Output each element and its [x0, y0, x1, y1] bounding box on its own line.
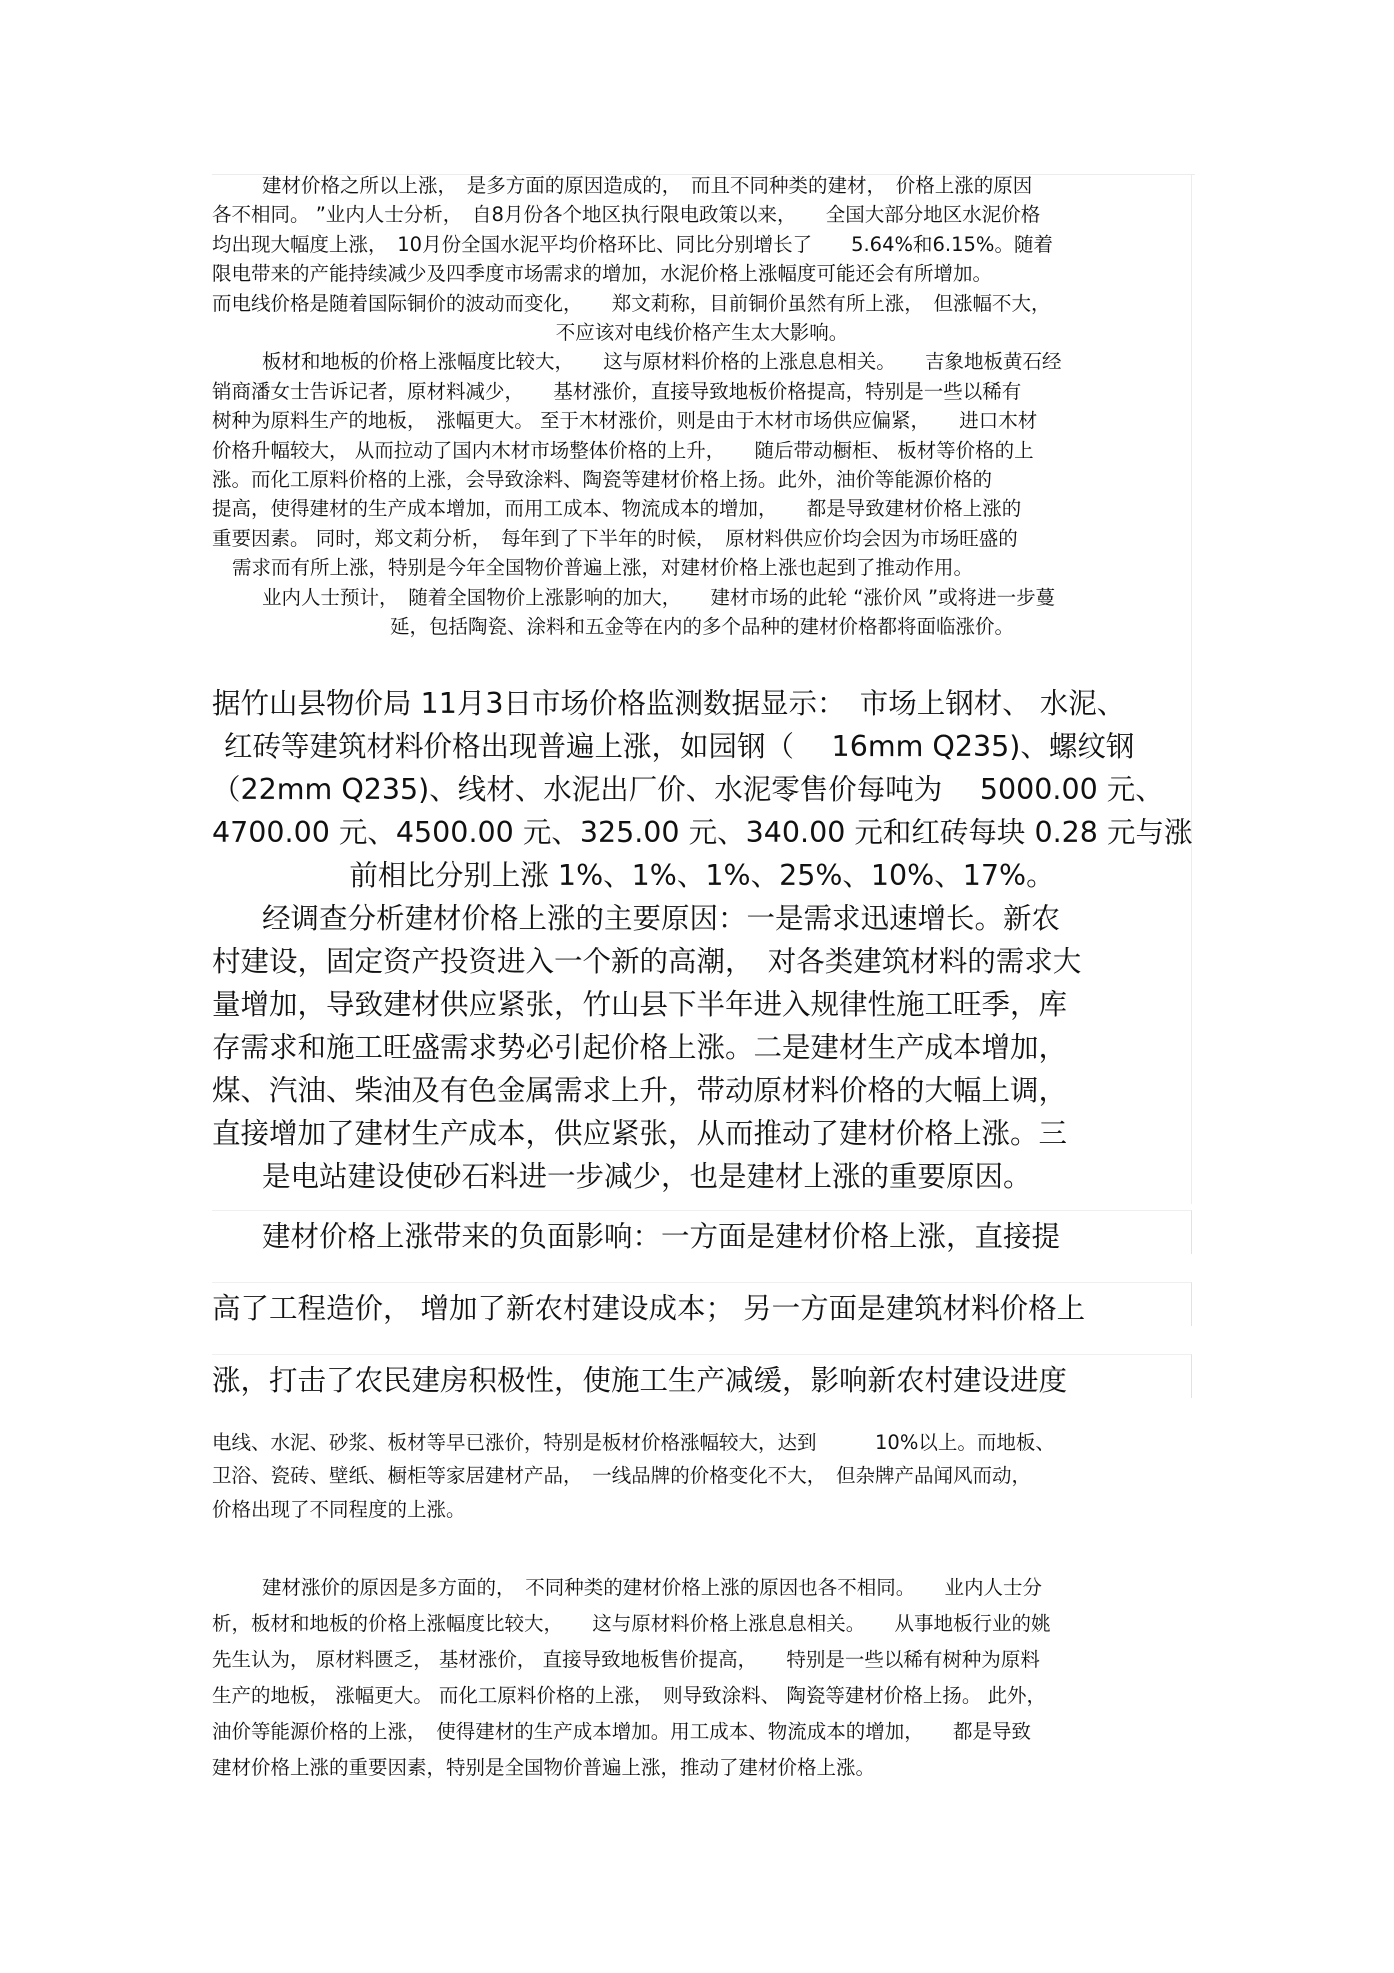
- text-line: 均出现大幅度上涨， 10月份全国水泥平均价格环比、同比分别增长了 5.64%和6.15%。随着: [212, 232, 1053, 256]
- text-line: 电线、水泥、砂浆、板材等早已涨价，特别是板材价格涨幅较大，达到 10%以上。而地板、: [212, 1431, 1055, 1454]
- text-line: 价格出现了不同程度的上涨。: [212, 1498, 466, 1522]
- text-line: 建材价格之所以上涨， 是多方面的原因造成的， 而且不同种类的建材， 价格上涨的原因: [262, 174, 1033, 197]
- article-section-4: [212, 1428, 1192, 1525]
- text-line: 经调查分析建材价格上涨的主要原因：一是需求迅速增长。新农: [262, 902, 1061, 935]
- text-line: 存需求和施工旺盛需求势必引起价格上涨。二是建材生产成本增加，: [212, 1031, 1068, 1064]
- text-line: 各不相同。 ”业内人士分析， 自8月份各个地区执行限电政策以来， 全国大部分地区水泥价格: [212, 203, 1041, 227]
- article-section-1: [212, 171, 1192, 642]
- text-line: 红砖等建筑材料价格出现普遍上涨，如园钢（ 16mm Q235)、螺纹钢: [224, 730, 1135, 763]
- text-line: 业内人士预计， 随着全国物价上涨影响的加大， 建材市场的此轮 “涨价风 ”或将进一步蔓: [262, 585, 1056, 609]
- text-line: 卫浴、瓷砖、壁纸、橱柜等家居建材产品， 一线品牌的价格变化不大， 但杂牌产品闻风而动，: [212, 1464, 1032, 1488]
- text-line: 是电站建设使砂石料进一步减少，也是建材上涨的重要原因。: [262, 1160, 1032, 1193]
- text-line: 建材价格上涨带来的负面影响：一方面是建材价格上涨，直接提: [262, 1220, 1061, 1253]
- text-line: 据竹山县物价局 11月3日市场价格监测数据显示： 市场上钢材、 水泥、: [212, 687, 1126, 720]
- text-line: 涨。而化工原料价格的上涨，会导致涂料、陶瓷等建材价格上扬。此外，油价等能源价格的: [212, 468, 993, 492]
- text-line: 4700.00 元、4500.00 元、325.00 元、340.00 元和红砖每块 0.28 元与涨: [212, 816, 1193, 849]
- text-line: 建材涨价的原因是多方面的， 不同种类的建材价格上涨的原因也各不相同。 业内人士分: [262, 1576, 1043, 1599]
- text-line: 重要因素。 同时，郑文莉分析， 每年到了下半年的时候， 原材料供应价均会因为市场旺盛的: [212, 526, 1018, 550]
- text-line: 煤、汽油、柴油及有色金属需求上升，带动原材料价格的大幅上调，: [212, 1074, 1068, 1107]
- text-line: 延，包括陶瓷、涂料和五金等在内的多个品种的建材价格都将面临涨价。: [389, 615, 1014, 639]
- text-line: 涨，打击了农民建房积极性，使施工生产减缓，影响新农村建设进度: [212, 1364, 1068, 1397]
- text-line: （22mm Q235)、线材、水泥出厂价、水泥零售价每吨为 5000.00 元、: [212, 773, 1164, 806]
- text-line: 板材和地板的价格上涨幅度比较大， 这与原材料价格的上涨息息相关。 吉象地板黄石经: [262, 350, 1062, 374]
- text-line: 生产的地板， 涨幅更大。 而化工原料价格的上涨， 则导致涂料、 陶瓷等建材价格上扬。 此外，: [212, 1684, 1047, 1707]
- text-line: 限电带来的产能持续减少及四季度市场需求的增加，水泥价格上涨幅度可能还会有所增加。: [212, 262, 993, 286]
- text-line: 先生认为， 原材料匮乏， 基材涨价， 直接导致地板售价提高， 特别是一些以稀有树种为原料: [212, 1648, 1040, 1671]
- text-line: 量增加，导致建材供应紧张，竹山县下半年进入规律性施工旺季，库: [212, 988, 1068, 1021]
- article-section-3: [212, 1210, 1192, 1430]
- article-section-2: [212, 682, 1192, 1198]
- text-line: 销商潘女士告诉记者，原材料减少， 基材涨价，直接导致地板价格提高，特别是一些以稀有: [212, 379, 1022, 403]
- text-line: 树种为原料生产的地板， 涨幅更大。 至于木材涨价，则是由于木材市场供应偏紧， 进口木材: [212, 409, 1038, 433]
- text-line: 不应该对电线价格产生太大影响。: [555, 321, 849, 345]
- text-line: 油价等能源价格的上涨， 使得建材的生产成本增加。用工成本、物流成本的增加， 都是导致: [212, 1720, 1032, 1743]
- text-line: 析，板材和地板的价格上涨幅度比较大， 这与原材料价格上涨息息相关。 从事地板行业的姚: [212, 1612, 1051, 1635]
- text-line: 高了工程造价， 增加了新农村建设成本； 另一方面是建筑材料价格上: [212, 1292, 1086, 1325]
- text-line: 需求而有所上涨，特别是今年全国物价普遍上涨，对建材价格上涨也起到了推动作用。: [232, 556, 974, 580]
- text-line: 直接增加了建材生产成本，供应紧张，从而推动了建材价格上涨。三: [212, 1117, 1068, 1150]
- article-section-5: [212, 1570, 1192, 1786]
- text-line: 前相比分别上涨 1%、1%、1%、25%、10%、17%。: [349, 859, 1055, 892]
- text-line: 村建设，固定资产投资进入一个新的高潮， 对各类建筑材料的需求大: [212, 945, 1082, 978]
- text-line: 建材价格上涨的重要因素，特别是全国物价普遍上涨，推动了建材价格上涨。: [212, 1756, 876, 1779]
- text-line: 提高，使得建材的生产成本增加，而用工成本、物流成本的增加， 都是导致建材价格上涨的: [212, 497, 1022, 521]
- text-line: 价格升幅较大， 从而拉动了国内木材市场整体价格的上升， 随后带动橱柜、 板材等价格的上: [212, 438, 1034, 462]
- text-line: 而电线价格是随着国际铜价的波动而变化， 郑文莉称，目前铜价虽然有所上涨， 但涨幅不大，: [212, 291, 1051, 315]
